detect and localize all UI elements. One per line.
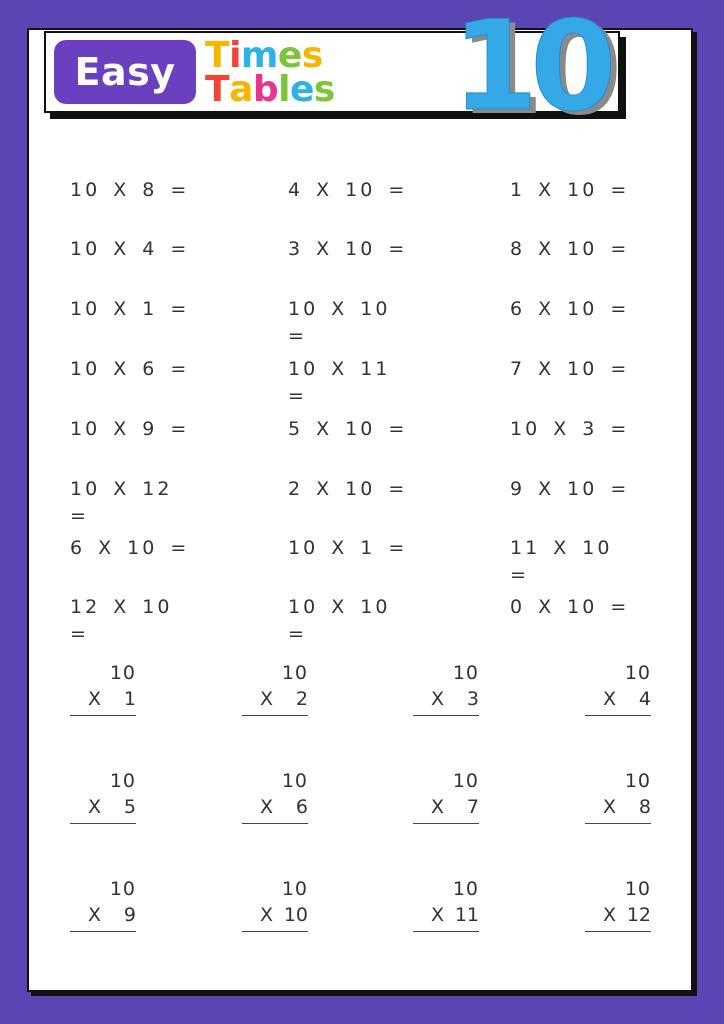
problem-item: 2 X 10 = xyxy=(288,478,408,500)
answer-line xyxy=(70,931,136,932)
multiply-sign: X xyxy=(260,688,274,710)
problem-item: 10 X 11 = xyxy=(288,358,391,407)
times-letter: i xyxy=(229,35,241,76)
tables-letter: l xyxy=(278,69,290,110)
multiplicand: 10 xyxy=(452,878,479,900)
problem-item: 1 X 10 = xyxy=(510,179,630,201)
vertical-problem xyxy=(242,877,308,937)
problem-item: 4 X 10 = xyxy=(288,179,408,201)
times-letter: m xyxy=(240,35,278,76)
multiply-sign: X xyxy=(260,796,274,818)
multiplier: 4 xyxy=(638,688,651,710)
vertical-problem xyxy=(585,661,651,721)
vertical-problem xyxy=(70,877,136,937)
multiply-sign: X xyxy=(603,904,617,926)
answer-line xyxy=(70,715,136,716)
problem-item: 6 X 10 = xyxy=(70,537,190,559)
problem-item: 5 X 10 = xyxy=(288,418,408,440)
vertical-problem xyxy=(242,769,308,829)
multiply-sign: X xyxy=(431,688,445,710)
problem-item: 10 X 1 = xyxy=(70,298,190,320)
multiplicand: 10 xyxy=(109,770,136,792)
tables-letter: a xyxy=(229,69,253,110)
vertical-problem xyxy=(413,877,479,937)
vertical-problem xyxy=(70,769,136,829)
vertical-problem xyxy=(242,661,308,721)
multiply-sign: X xyxy=(88,688,102,710)
multiply-sign: X xyxy=(88,796,102,818)
times-letter: s xyxy=(301,35,323,76)
tables-letter: T xyxy=(205,69,230,110)
problem-item: 10 X 6 = xyxy=(70,358,190,380)
problem-item: 10 X 8 = xyxy=(70,179,190,201)
answer-line xyxy=(585,931,651,932)
vertical-problem xyxy=(585,877,651,937)
problem-item: 7 X 10 = xyxy=(510,358,630,380)
problem-item: 8 X 10 = xyxy=(510,238,630,260)
multiply-sign: X xyxy=(431,796,445,818)
problem-item: 10 X 12 = xyxy=(70,478,173,527)
answer-line xyxy=(585,715,651,716)
multiplicand: 10 xyxy=(624,878,651,900)
multiplier: 3 xyxy=(466,688,479,710)
vertical-problem xyxy=(70,661,136,721)
multiplicand: 10 xyxy=(452,662,479,684)
problem-item: 11 X 10 = xyxy=(510,537,613,586)
problem-item: 10 X 10 = xyxy=(288,596,391,645)
multiplicand: 10 xyxy=(281,878,308,900)
multiplicand: 10 xyxy=(624,770,651,792)
multiply-sign: X xyxy=(603,688,617,710)
multiply-sign: X xyxy=(431,904,445,926)
problem-item: 10 X 1 = xyxy=(288,537,408,559)
multiply-sign: X xyxy=(88,904,102,926)
multiplier: 6 xyxy=(295,796,308,818)
answer-line xyxy=(242,715,308,716)
multiplier: 10 xyxy=(283,904,308,926)
multiplicand: 10 xyxy=(624,662,651,684)
problem-item: 12 X 10 = xyxy=(70,596,173,645)
times-letter: T xyxy=(205,35,230,76)
multiplicand: 10 xyxy=(281,770,308,792)
tables-word xyxy=(205,69,335,110)
vertical-problem xyxy=(413,661,479,721)
multiplier: 1 xyxy=(123,688,136,710)
vertical-problem xyxy=(413,769,479,829)
multiplicand: 10 xyxy=(452,770,479,792)
multiplier: 5 xyxy=(123,796,136,818)
answer-line xyxy=(413,823,479,824)
multiply-sign: X xyxy=(603,796,617,818)
tables-letter: e xyxy=(289,69,314,110)
multiplier: 7 xyxy=(466,796,479,818)
easy-badge xyxy=(54,40,196,104)
multiplier: 8 xyxy=(638,796,651,818)
multiply-sign: X xyxy=(260,904,274,926)
table-number: 10 xyxy=(452,0,609,139)
answer-line xyxy=(242,931,308,932)
multiplicand: 10 xyxy=(109,878,136,900)
easy-label: Easy xyxy=(74,50,176,94)
problem-item: 3 X 10 = xyxy=(288,238,408,260)
answer-line xyxy=(585,823,651,824)
problem-item: 9 X 10 = xyxy=(510,478,630,500)
answer-line xyxy=(70,823,136,824)
problem-item: 10 X 4 = xyxy=(70,238,190,260)
answer-line xyxy=(413,931,479,932)
answer-line xyxy=(242,823,308,824)
multiplicand: 10 xyxy=(281,662,308,684)
multiplier: 11 xyxy=(454,904,479,926)
multiplier: 12 xyxy=(626,904,651,926)
problem-item: 10 X 10 = xyxy=(288,298,391,347)
tables-letter: b xyxy=(252,69,279,110)
problem-item: 10 X 9 = xyxy=(70,418,190,440)
problem-item: 10 X 3 = xyxy=(510,418,630,440)
vertical-problem xyxy=(585,769,651,829)
times-letter: e xyxy=(277,35,302,76)
multiplicand: 10 xyxy=(109,662,136,684)
tables-letter: s xyxy=(313,69,335,110)
multiplier: 9 xyxy=(123,904,136,926)
answer-line xyxy=(413,715,479,716)
problem-item: 0 X 10 = xyxy=(510,596,630,618)
multiplier: 2 xyxy=(295,688,308,710)
problem-item: 6 X 10 = xyxy=(510,298,630,320)
